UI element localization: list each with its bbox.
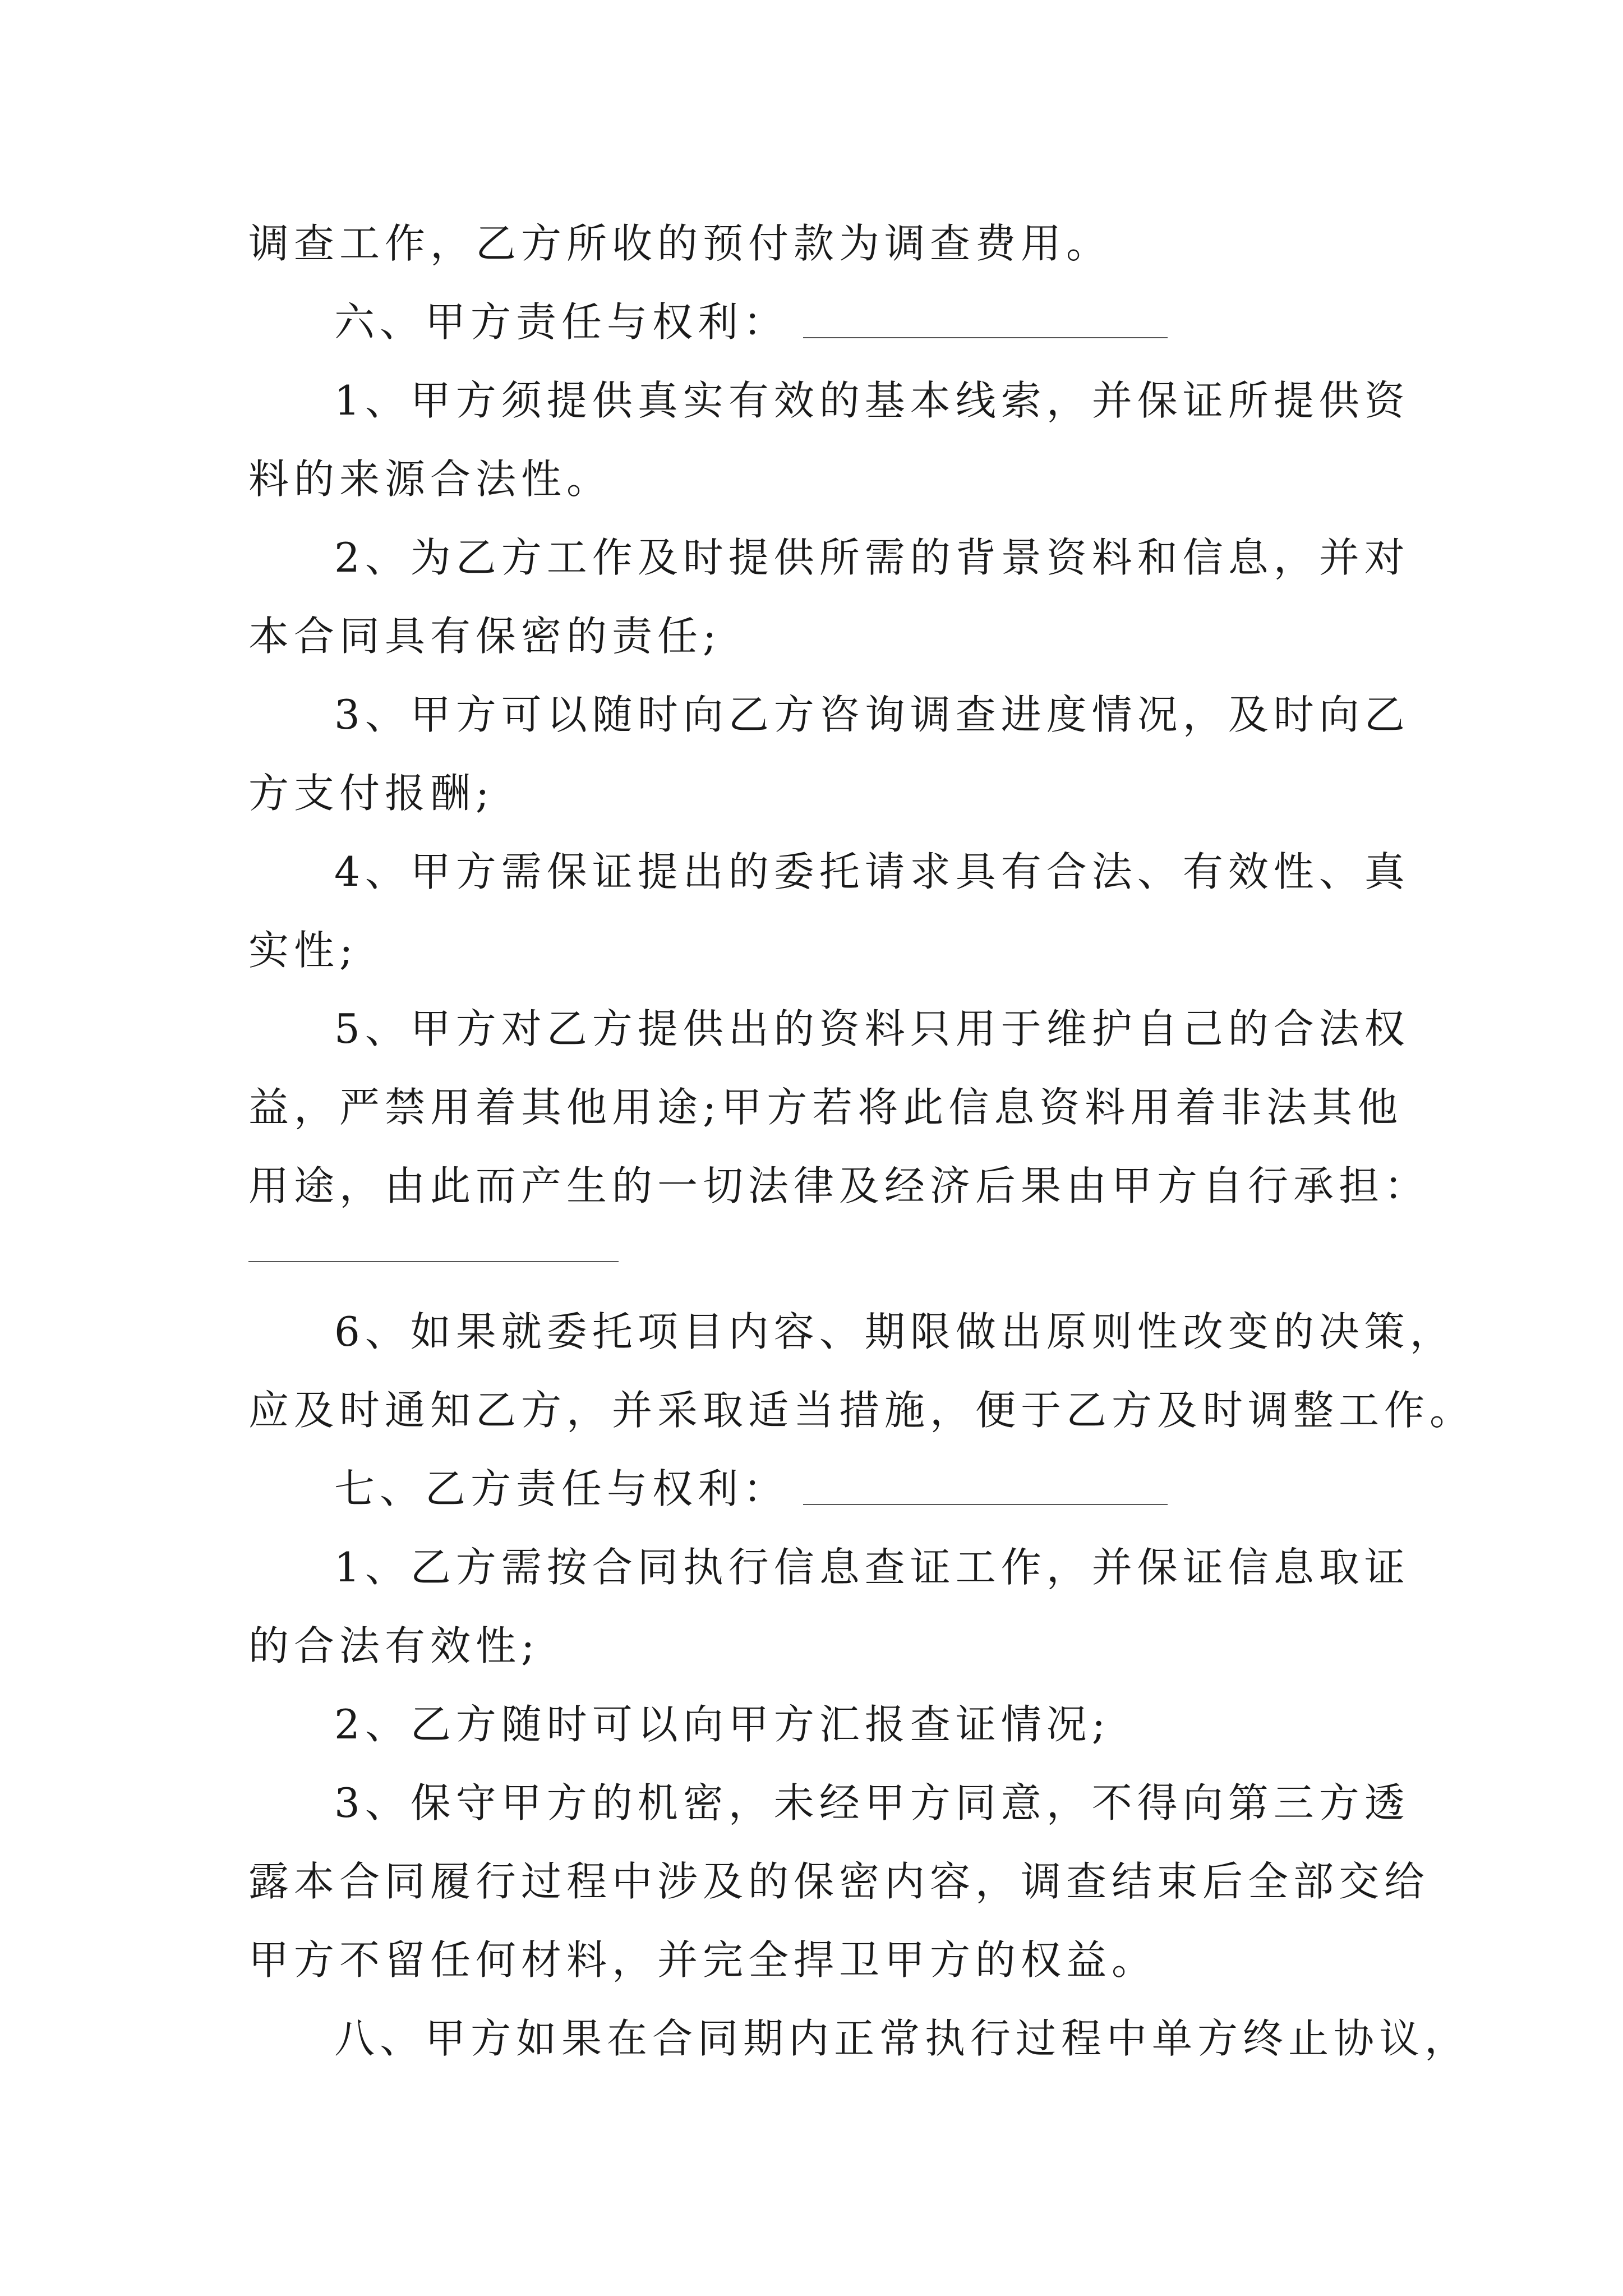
section-heading-seven	[334, 1465, 1168, 1512]
text-line	[334, 848, 1410, 895]
text-line	[334, 534, 1410, 581]
text-line-content: 4、甲方需保证提出的委托请求具有合法、有效性、真	[334, 848, 1410, 895]
section-heading-text: 七、乙方责任与权利：	[334, 1465, 789, 1512]
text-line-content: 3、甲方可以随时向乙方咨询调查进度情况，及时向乙	[334, 691, 1410, 738]
section-heading-text: 六、甲方责任与权利：	[334, 298, 789, 346]
text-line-content: 用途，由此而产生的一切法律及经济后果由甲方自行承担：	[248, 1162, 1430, 1209]
text-line-content: 实性;	[248, 927, 358, 974]
text-line	[334, 1308, 1455, 1355]
text-line	[334, 1005, 1410, 1052]
text-line	[334, 1544, 1410, 1591]
text-line	[248, 455, 612, 503]
text-line	[334, 691, 1410, 738]
text-line-content: 1、乙方需按合同执行信息查证工作，并保证信息取证	[334, 1544, 1410, 1591]
text-line-content: 1、甲方须提供真实有效的基本线索，并保证所提供资	[334, 377, 1410, 424]
fill-in-blank	[803, 1504, 1168, 1505]
text-line	[248, 220, 1112, 267]
text-line	[248, 770, 495, 817]
section-heading-text: 八、甲方如果在合同期内正常执行过程中单方终止协议，	[334, 2015, 1470, 2062]
text-line-content: 方支付报酬;	[248, 770, 495, 817]
text-line-content: 6、如果就委托项目内容、期限做出原则性改变的决策，	[334, 1308, 1455, 1355]
text-line	[248, 1084, 1403, 1131]
text-line-content: 本合同具有保密的责任;	[248, 613, 722, 660]
fill-in-blank	[248, 1261, 619, 1262]
text-line	[248, 613, 722, 660]
text-line	[248, 927, 358, 974]
text-line-content: 甲方不留任何材料，并完全捍卫甲方的权益。	[248, 1936, 1158, 1984]
text-line	[248, 1387, 1476, 1434]
text-line-content: 5、甲方对乙方提供出的资料只用于维护自己的合法权	[334, 1005, 1410, 1052]
text-line-content: 料的来源合法性。	[248, 455, 612, 503]
text-line	[248, 1162, 1430, 1209]
text-line-content: 应及时通知乙方，并采取适当措施，便于乙方及时调整工作。	[248, 1387, 1476, 1434]
section-heading-eight	[334, 2015, 1470, 2062]
section-heading-six	[334, 298, 1168, 346]
text-line-content: 的合法有效性;	[248, 1622, 540, 1669]
text-line	[334, 1779, 1410, 1826]
fill-in-blank	[803, 337, 1168, 338]
text-line-content: 2、乙方随时可以向甲方汇报查证情况;	[334, 1701, 1111, 1748]
text-line-content: 3、保守甲方的机密，未经甲方同意，不得向第三方透	[334, 1779, 1410, 1826]
text-line-content: 益，严禁用着其他用途;甲方若将此信息资料用着非法其他	[248, 1084, 1403, 1131]
text-line-content: 调查工作，乙方所收的预付款为调查费用。	[248, 220, 1112, 267]
text-line	[248, 1936, 1158, 1984]
text-line-content: 2、为乙方工作及时提供所需的背景资料和信息，并对	[334, 534, 1410, 581]
text-line	[334, 377, 1410, 424]
text-line	[334, 1701, 1111, 1748]
text-line	[248, 1622, 540, 1669]
text-line	[248, 1858, 1430, 1905]
text-line-content: 露本合同履行过程中涉及的保密内容，调查结束后全部交给	[248, 1858, 1430, 1905]
